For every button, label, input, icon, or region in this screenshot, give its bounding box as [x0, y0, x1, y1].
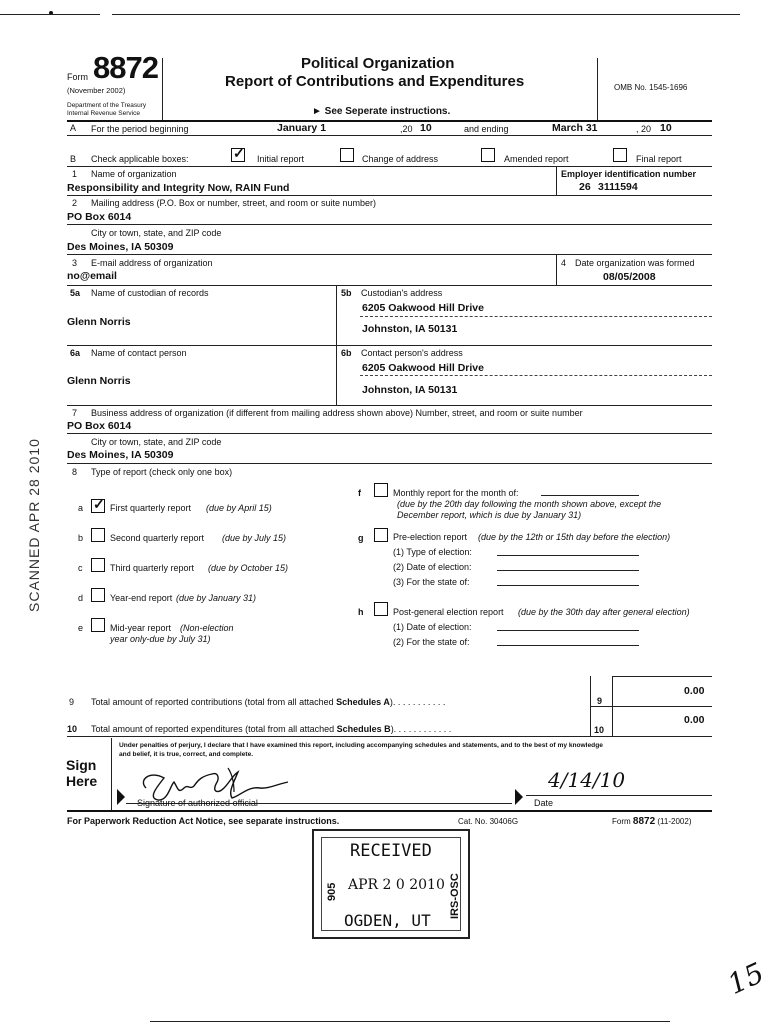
line8c-letter: c	[78, 563, 83, 573]
line6-divider	[336, 345, 337, 405]
post-general-checkbox[interactable]	[374, 602, 388, 616]
post-general-label: Post-general election report	[393, 607, 504, 617]
monthly-note2: December report, which is due by January 31)	[397, 510, 582, 520]
paperwork-notice: For Paperwork Reduction Act Notice, see separate instructions.	[67, 816, 340, 826]
mid-year-label: Mid-year report	[110, 623, 172, 633]
mailing-address: PO Box 6014	[67, 211, 132, 223]
line5b-label: Custodian's address	[361, 288, 443, 298]
total-expenditures: 0.00	[684, 714, 705, 726]
line8-num: 8	[72, 467, 78, 477]
line8e-letter: e	[78, 623, 84, 633]
monthly-note1: (due by the 20th day following the month shown above, except the	[397, 499, 662, 509]
email-address: no@email	[67, 270, 117, 282]
line5a-num: 5a	[70, 288, 81, 298]
second-quarterly-checkbox[interactable]	[91, 528, 105, 542]
form-date: (November 2002)	[67, 86, 126, 95]
period-begin: January 1	[277, 122, 327, 134]
line9-num: 9	[69, 697, 75, 707]
final-report-label: Final report	[636, 154, 682, 164]
monthly-label: Monthly report for the month of:	[393, 488, 519, 498]
initial-report-label: Initial report	[257, 154, 305, 164]
custodian-name: Glenn Norris	[67, 316, 131, 328]
change-address-label: Change of address	[362, 154, 439, 164]
scan-top-line	[112, 14, 740, 15]
line6b-label: Contact person's address	[361, 348, 463, 358]
mid-year-due1: (Non-election	[180, 623, 234, 633]
post-general-state-label: (2) For the state of:	[393, 637, 470, 647]
omb-number: OMB No. 1545-1696	[614, 83, 688, 92]
line-a-letter: A	[70, 123, 77, 133]
line8d-letter: d	[78, 593, 84, 603]
line7-num: 7	[72, 408, 78, 418]
business-address: PO Box 6014	[67, 420, 132, 432]
line8g-letter: g	[358, 533, 364, 543]
line7-city-label: City or town, state, and ZIP code	[91, 437, 222, 447]
line9-label	[91, 697, 445, 707]
rule-1	[67, 195, 712, 196]
line9-dots: ). . . . . . . . . . .	[389, 697, 446, 707]
ein-divider	[556, 166, 557, 196]
line1-num: 1	[72, 169, 78, 179]
date-formed: 08/05/2008	[603, 271, 656, 283]
change-address-checkbox[interactable]	[340, 148, 354, 162]
sign-label: Sign	[66, 757, 97, 773]
year-end-label: Year-end report	[110, 593, 173, 603]
year-end-due: (due by January 31)	[176, 593, 257, 603]
line4-divider	[556, 254, 557, 285]
total-contributions: 0.00	[684, 685, 705, 697]
rule-6-dash	[360, 375, 712, 376]
line3-num: 3	[72, 258, 78, 268]
line2-city-label: City or town, state, and ZIP code	[91, 228, 222, 238]
rule-7	[67, 433, 712, 434]
stamp-received: RECEIVED	[350, 841, 432, 861]
footer-form-date: (11-2002)	[657, 817, 692, 826]
stamp-left-code: 905	[326, 882, 338, 901]
rule-a	[67, 135, 712, 136]
line8f-letter: f	[358, 488, 361, 498]
signed-date: 4/14/10	[548, 768, 626, 792]
monthly-field[interactable]	[541, 495, 639, 496]
post-general-date-label: (1) Date of election:	[393, 622, 472, 632]
first-quarterly-label: First quarterly report	[110, 503, 192, 513]
mid-year-due2: year only-due by July 31)	[110, 634, 211, 644]
post-general-due: (due by the 30th day after general election)	[518, 607, 690, 617]
second-quarterly-label: Second quarterly report	[110, 533, 205, 543]
rule-7b	[67, 463, 712, 464]
date-line	[526, 795, 712, 796]
pre-election-label: Pre-election report	[393, 532, 468, 542]
business-city: Des Moines, IA 50309	[67, 449, 174, 461]
third-quarterly-checkbox[interactable]	[91, 558, 105, 572]
line8a-letter: a	[78, 503, 84, 513]
line8h-letter: h	[358, 607, 364, 617]
post-general-date-field[interactable]	[497, 630, 639, 631]
scanned-stamp: SCANNED APR 28 2010	[26, 438, 42, 612]
rule-3	[67, 285, 712, 286]
stamp-location: OGDEN, UT	[344, 911, 431, 930]
rule-b	[67, 166, 712, 167]
line10-label	[91, 724, 451, 734]
footer-form-label: Form	[612, 817, 631, 826]
line10-label-bold: Schedules B	[336, 724, 391, 734]
mid-year-checkbox[interactable]	[91, 618, 105, 632]
line-a-label: For the period beginning	[91, 124, 189, 134]
period-begin-year: 10	[420, 122, 432, 134]
line3-label: E-mail address of organization	[91, 258, 213, 268]
initial-report-checkbox[interactable]	[231, 148, 245, 162]
form-label: Form	[67, 72, 88, 82]
omb-divider	[597, 58, 598, 120]
line-b-letter: B	[70, 154, 77, 164]
rule-9	[590, 706, 712, 707]
period-end: March 31	[552, 122, 598, 134]
ein-label: Employer identification number	[561, 169, 697, 179]
rule-5	[67, 345, 712, 346]
line10-num: 10	[67, 724, 78, 734]
date-label: Date	[534, 798, 554, 808]
here-label: Here	[66, 773, 98, 789]
post-general-state-field[interactable]	[497, 645, 639, 646]
line8-label: Type of report (check only one box)	[91, 467, 233, 477]
see-instructions: ► See Seperate instructions.	[312, 106, 451, 117]
pre-election-date-field[interactable]	[497, 570, 639, 571]
sign-divider	[111, 738, 112, 810]
form-number: 8872	[93, 50, 158, 85]
footer-form-number: 8872	[632, 816, 656, 827]
line-b-label: Check applicable boxes:	[91, 154, 189, 164]
rule-header	[67, 120, 712, 122]
end-year-prefix: , 20	[636, 124, 652, 134]
form-title-line1: Political Organization	[301, 55, 455, 72]
rule-10	[67, 736, 712, 737]
pre-election-due: (due by the 12th or 15th day before the election)	[478, 532, 671, 542]
final-report-checkbox[interactable]	[613, 148, 627, 162]
line4-num: 4	[561, 258, 567, 268]
form-title-line2: Report of Contributions and Expenditures	[225, 73, 525, 90]
contact-address1: 6205 Oakwood Hill Drive	[362, 362, 484, 374]
monthly-checkbox[interactable]	[374, 483, 388, 497]
rule-9-top	[612, 676, 712, 677]
and-ending: and ending	[464, 124, 509, 134]
pre-election-type-field[interactable]	[497, 555, 639, 556]
year-end-checkbox[interactable]	[91, 588, 105, 602]
third-quarterly-due: (due by October 15)	[208, 563, 289, 573]
dept-line1: Department of the Treasury	[67, 102, 147, 109]
first-quarterly-checkbox[interactable]	[91, 499, 105, 513]
perjury-line1: Under penalties of perjury, I declare that I have examined this report, including accompanying schedules and statements, and to the best of my knowledge	[119, 742, 603, 749]
pre-election-type-label: (1) Type of election:	[393, 547, 472, 557]
scan-top-line	[0, 14, 100, 15]
pre-election-date-label: (2) Date of election:	[393, 562, 472, 572]
ein-prefix: 26	[579, 181, 591, 193]
amended-report-checkbox[interactable]	[481, 148, 495, 162]
mailing-city: Des Moines, IA 50309	[67, 241, 174, 253]
contact-name: Glenn Norris	[67, 375, 131, 387]
stamp-date: APR 2 0 2010	[348, 877, 445, 893]
line8b-letter: b	[78, 533, 84, 543]
page-mark: 15	[722, 956, 769, 1001]
line9-label-text: Total amount of reported contributions (total from all attached	[91, 697, 334, 707]
header-divider	[162, 58, 163, 120]
line5b-num: 5b	[341, 288, 352, 298]
rule-2b	[67, 254, 712, 255]
stamp-right-code: IRS-OSC	[449, 873, 461, 919]
footer-form	[612, 816, 691, 827]
year-prefix: ,20	[400, 124, 413, 134]
signature-label: Signature of authorized official	[137, 798, 258, 808]
custodian-address1: 6205 Oakwood Hill Drive	[362, 302, 484, 314]
perjury-line2: and belief, it is true, correct, and complete.	[119, 751, 254, 758]
line6a-num: 6a	[70, 348, 81, 358]
rule-6	[67, 405, 712, 406]
amended-report-label: Amended report	[504, 154, 569, 164]
line10-dots: ). . . . . . . . . . . .	[390, 724, 452, 734]
rule-2	[67, 224, 712, 225]
third-quarterly-label: Third quarterly report	[110, 563, 195, 573]
second-quarterly-due: (due by July 15)	[222, 533, 287, 543]
line6a-label: Name of contact person	[91, 348, 187, 358]
line9-label-bold: Schedules A	[336, 697, 390, 707]
line2-label: Mailing address (P.O. Box or number, street, and room or suite number)	[91, 198, 376, 208]
rule-sign	[67, 810, 712, 812]
pre-election-state-field[interactable]	[497, 585, 639, 586]
line9-box: 9	[597, 696, 603, 706]
line10-box: 10	[594, 725, 605, 735]
rule-5-dash	[360, 316, 712, 317]
line1-label: Name of organization	[91, 169, 177, 179]
pre-election-checkbox[interactable]	[374, 528, 388, 542]
pre-election-state-label: (3) For the state of:	[393, 577, 470, 587]
organization-name: Responsibility and Integrity Now, RAIN Fund	[67, 182, 290, 194]
line6b-num: 6b	[341, 348, 352, 358]
period-end-year: 10	[660, 122, 672, 134]
scan-bottom-line	[150, 1021, 670, 1022]
sign-arrow-icon	[116, 788, 126, 806]
first-quarterly-due: (due by April 15)	[206, 503, 272, 513]
date-arrow-icon	[514, 788, 524, 806]
dept-line2: Internal Revenue Service	[67, 110, 140, 117]
received-stamp	[312, 829, 470, 939]
line7-label: Business address of organization (if different from mailing address shown above) Number, street, and room or suite number	[91, 408, 583, 418]
custodian-address2: Johnston, IA 50131	[362, 323, 458, 335]
line2-num: 2	[72, 198, 78, 208]
contact-address2: Johnston, IA 50131	[362, 384, 458, 396]
line5-divider	[336, 285, 337, 345]
cat-number: Cat. No. 30406G	[458, 817, 519, 826]
line5a-label: Name of custodian of records	[91, 288, 209, 298]
line4-label: Date organization was formed	[575, 258, 695, 268]
ein-number: 3111594	[598, 181, 638, 193]
signature-stroke	[143, 772, 288, 800]
line10-label-text: Total amount of reported expenditures (total from all attached	[91, 724, 335, 734]
